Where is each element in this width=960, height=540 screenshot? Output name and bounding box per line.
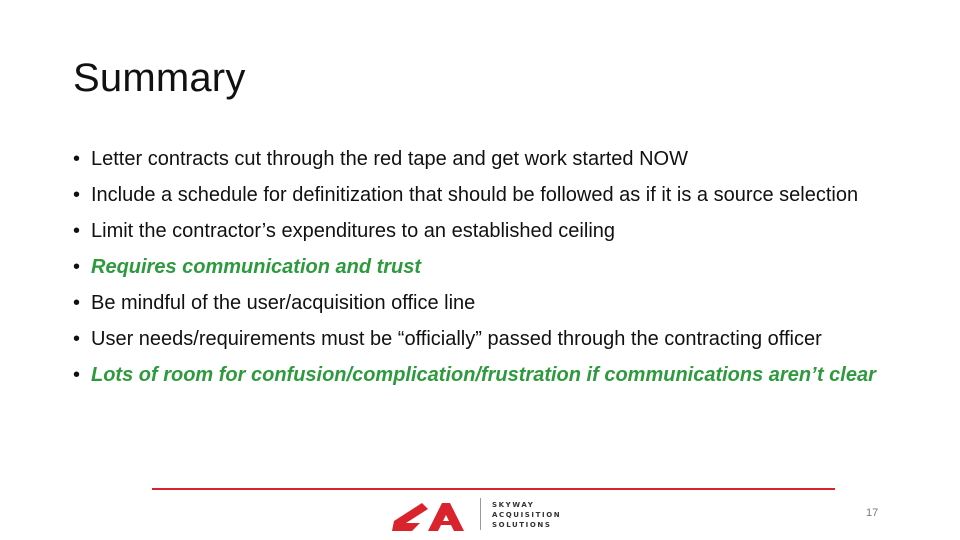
logo-line-1: SKYWAY: [492, 501, 535, 509]
skyway-sa-logo-icon: [392, 495, 468, 533]
bullet-dot: •: [73, 292, 81, 314]
bullet-text: Be mindful of the user/acquisition office line: [91, 292, 476, 314]
company-logo: [392, 495, 572, 535]
bullet-item: [73, 147, 923, 171]
footer-divider-right: [577, 488, 835, 490]
logo-wordmark: [492, 500, 561, 530]
slide-title: Summary: [73, 56, 246, 100]
bullet-dot: •: [73, 328, 81, 350]
bullet-item: [73, 219, 923, 243]
bullet-dot: •: [73, 256, 81, 278]
page-number: 17: [866, 507, 879, 519]
bullet-text: Letter contracts cut through the red tape and get work started NOW: [91, 148, 688, 170]
bullet-item: [73, 183, 923, 207]
bullet-text: User needs/requirements must be “officially” passed through the contracting officer: [91, 328, 822, 350]
bullet-text: Limit the contractor’s expenditures to an established ceiling: [91, 220, 616, 242]
logo-divider: [480, 498, 481, 530]
bullet-dot: •: [73, 184, 81, 206]
bullet-dot: •: [73, 148, 81, 170]
bullet-dot: •: [73, 220, 81, 242]
bullet-dot: •: [73, 364, 81, 386]
bullet-item-emphasis: [73, 363, 923, 387]
footer-divider-left: [152, 488, 577, 490]
bullet-item-emphasis: [73, 255, 923, 279]
bullet-text: Lots of room for confusion/complication/frustration if communications aren’t clear: [91, 364, 876, 386]
bullet-item: [73, 327, 923, 351]
bullet-text: Include a schedule for definitization that should be followed as if it is a source selection: [91, 184, 859, 206]
bullet-list: [73, 147, 923, 387]
logo-line-2: ACQUISITION: [492, 511, 562, 519]
bullet-text: Requires communication and trust: [91, 256, 422, 278]
bullet-item: [73, 291, 923, 315]
logo-line-3: SOLUTIONS: [492, 521, 552, 529]
